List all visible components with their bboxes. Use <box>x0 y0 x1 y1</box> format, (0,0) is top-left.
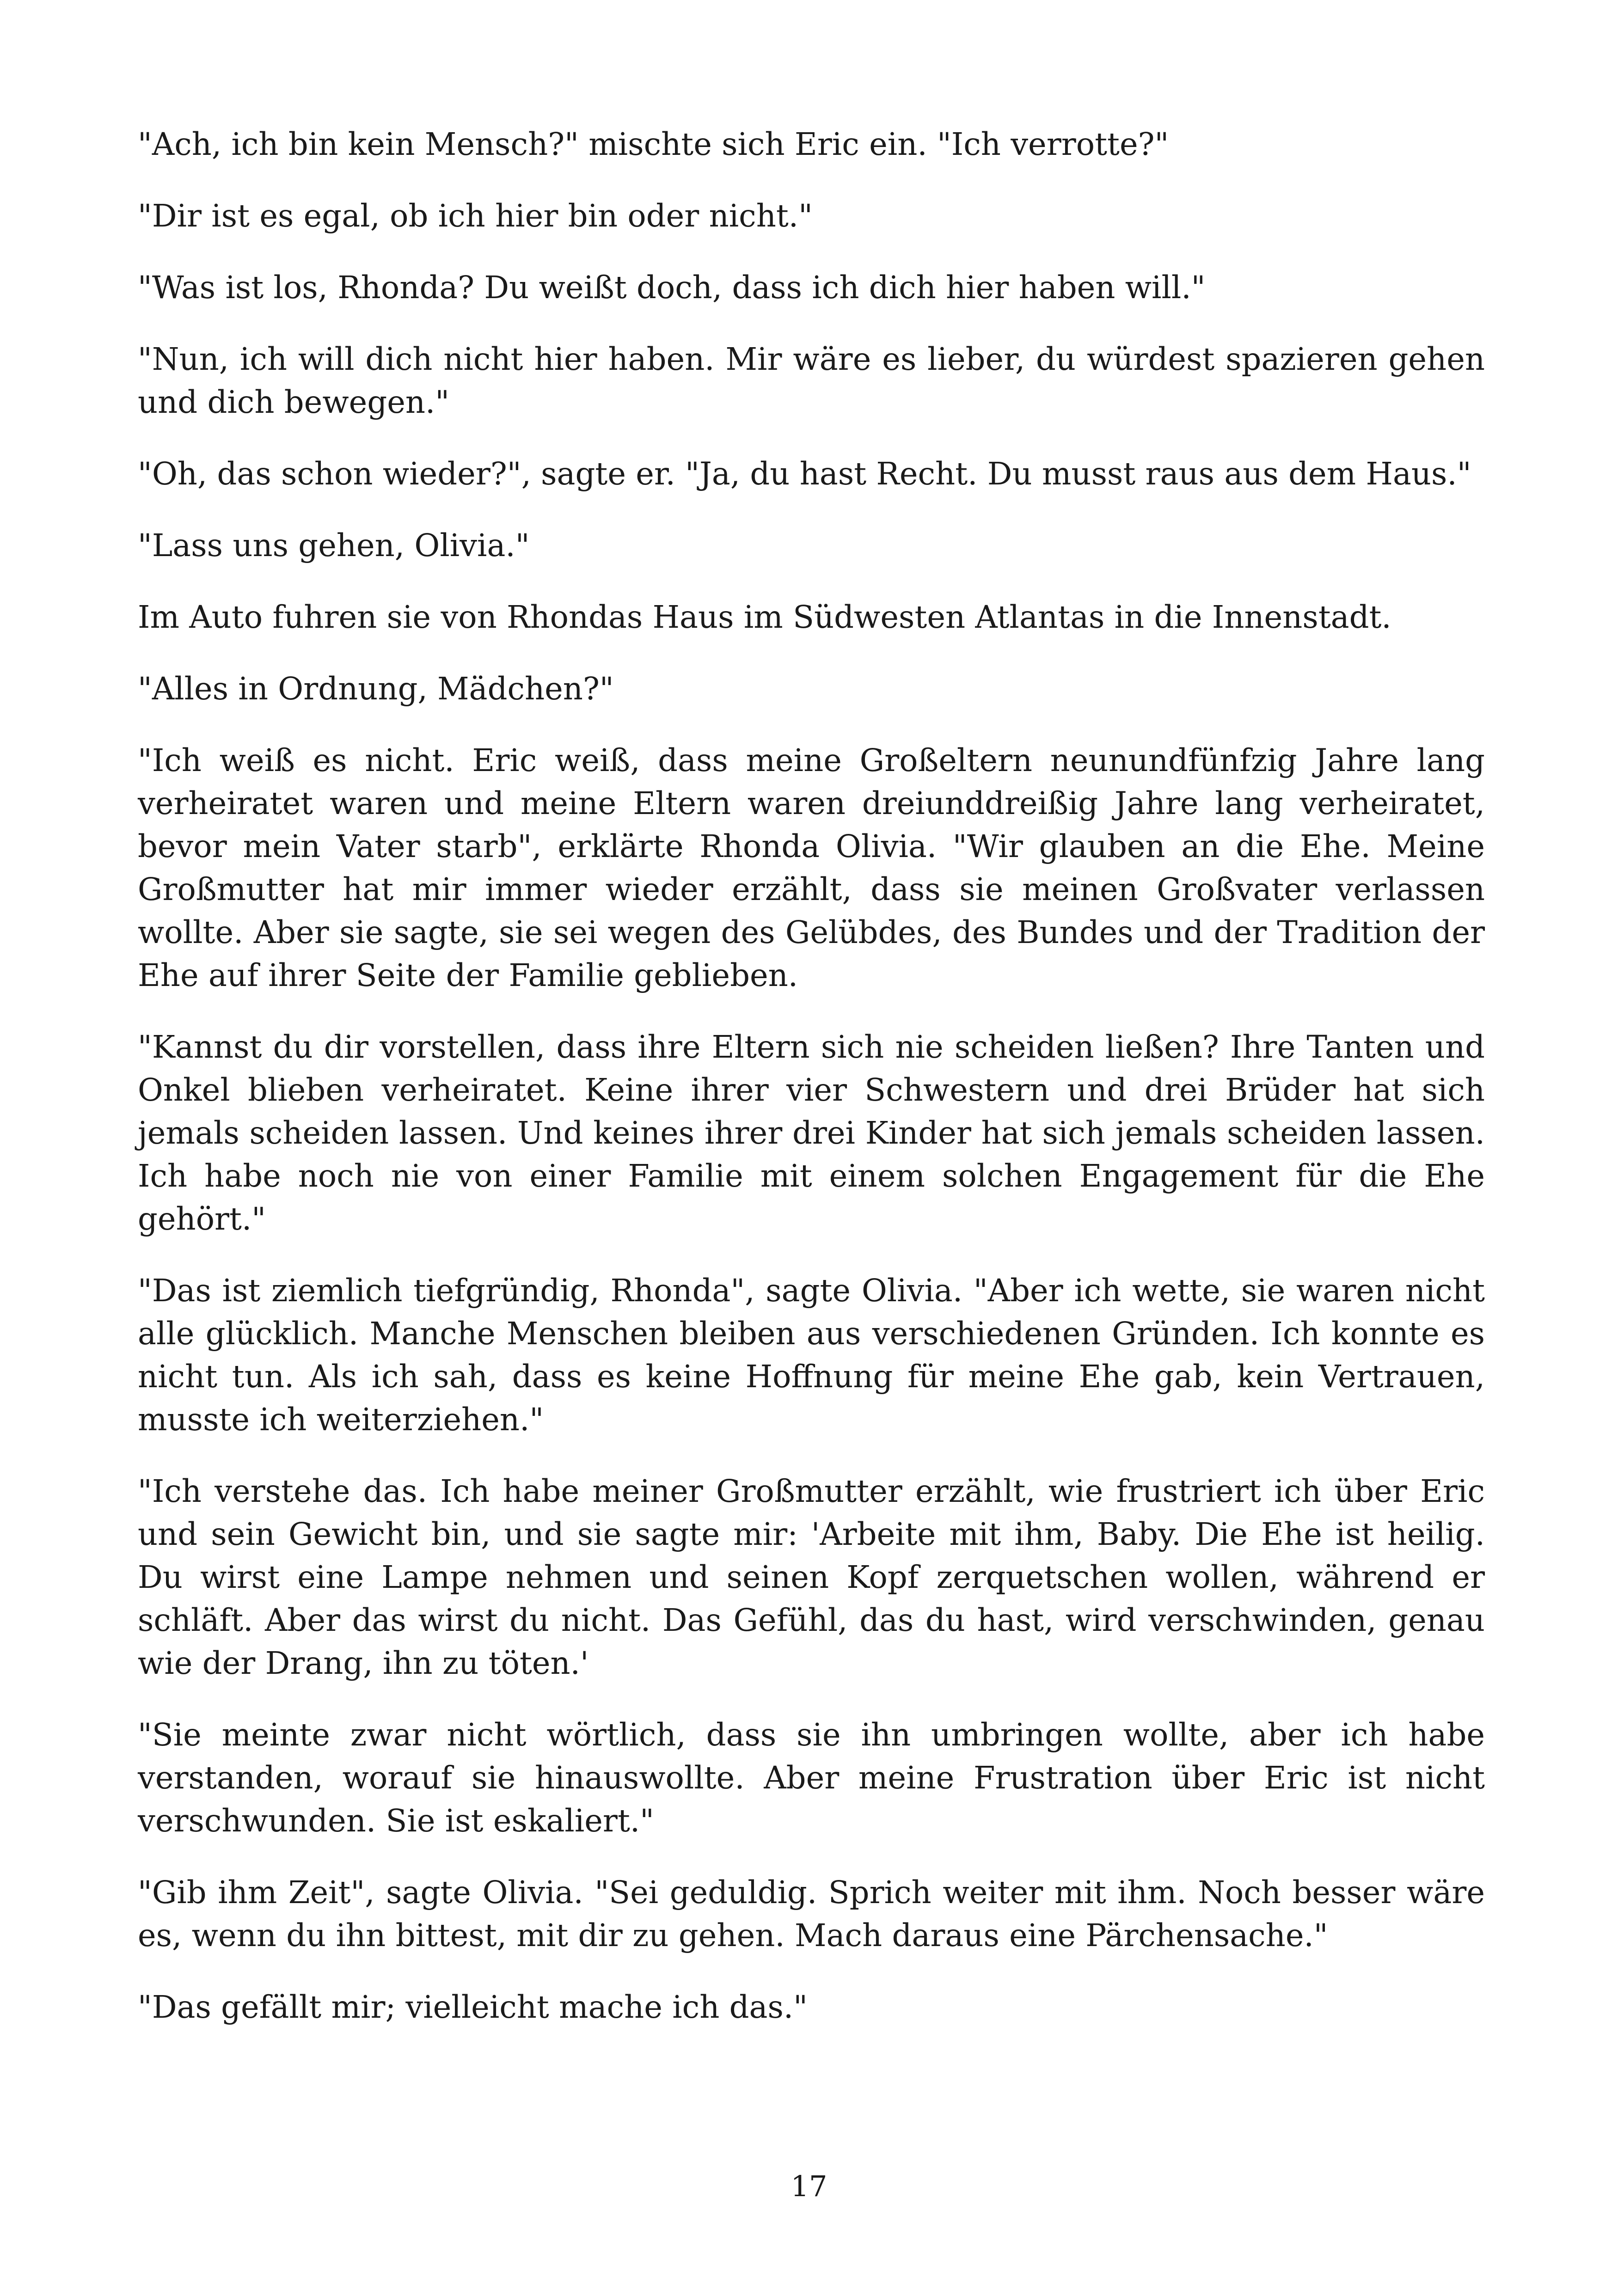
paragraph: "Ich weiß es nicht. Eric weiß, dass meine Großeltern neunundfünfzig Jahre lang verheiratet waren und meine Eltern waren dreiunddreißig Jahre lang verheiratet, bevor mein Vater starb", erklärte Rhonda Olivia. "Wir glauben an die Ehe. Meine Großmutter hat mir immer wieder erzählt, dass sie meinen Großvater verlassen wollte. Aber sie sagte, sie sei wegen des Gelübdes, des Bundes und der Tradition der Ehe auf ihrer Seite der Familie geblieben. <box>138 742 1485 993</box>
paragraph: "Ach, ich bin kein Mensch?" mischte sich Eric ein. "Ich verrotte?" <box>138 126 1169 162</box>
paragraph: Im Auto fuhren sie von Rhondas Haus im Südwesten Atlantas in die Innenstadt. <box>138 599 1391 635</box>
paragraph: "Nun, ich will dich nicht hier haben. Mir wäre es lieber, du würdest spazieren gehen und dich bewegen." <box>138 341 1485 420</box>
body-text <box>138 123 1485 2057</box>
page-number: 17 <box>791 2169 827 2203</box>
paragraph: "Lass uns gehen, Olivia." <box>138 527 530 563</box>
paragraph: "Ich verstehe das. Ich habe meiner Großmutter erzählt, wie frustriert ich über Eric und sein Gewicht bin, und sie sagte mir: 'Arbeite mit ihm, Baby. Die Ehe ist heilig. Du wirst eine Lampe nehmen und seinen Kopf zerquetschen wollen, während er schläft. Aber das wirst du nicht. Das Gefühl, das du hast, wird verschwinden, genau wie der Drang, ihn zu töten.' <box>138 1473 1485 1681</box>
paragraph: "Das gefällt mir; vielleicht mache ich das." <box>138 1989 808 2025</box>
paragraph: "Das ist ziemlich tiefgründig, Rhonda", sagte Olivia. "Aber ich wette, sie waren nicht alle glücklich. Manche Menschen bleiben aus verschiedenen Gründen. Ich konnte es nicht tun. Als ich sah, dass es keine Hoffnung für meine Ehe gab, kein Vertrauen, musste ich weiterziehen." <box>138 1273 1485 1438</box>
paragraph: "Was ist los, Rhonda? Du weißt doch, dass ich dich hier haben will." <box>138 269 1206 306</box>
paragraph: "Gib ihm Zeit", sagte Olivia. "Sei geduldig. Sprich weiter mit ihm. Noch besser wäre es, wenn du ihn bittest, mit dir zu gehen. Mach daraus eine Pärchensache." <box>138 1874 1485 1953</box>
paragraph: "Kannst du dir vorstellen, dass ihre Eltern sich nie scheiden ließen? Ihre Tanten und Onkel blieben verheiratet. Keine ihrer vier Schwestern und drei Brüder hat sich jemals scheiden lassen. Und keines ihrer drei Kinder hat sich jemals scheiden lassen. Ich habe noch nie von einer Familie mit einem solchen Engagement für die Ehe gehört." <box>138 1029 1485 1237</box>
paragraph: "Dir ist es egal, ob ich hier bin oder nicht." <box>138 198 813 234</box>
paragraph: "Sie meinte zwar nicht wörtlich, dass sie ihn umbringen wollte, aber ich habe verstanden, worauf sie hinauswollte. Aber meine Frustration über Eric ist nicht verschwunden. Sie ist eskaliert." <box>138 1717 1485 1839</box>
paragraph: "Alles in Ordnung, Mädchen?" <box>138 671 614 707</box>
paragraph: "Oh, das schon wieder?", sagte er. "Ja, du hast Recht. Du musst raus aus dem Haus." <box>138 456 1471 492</box>
